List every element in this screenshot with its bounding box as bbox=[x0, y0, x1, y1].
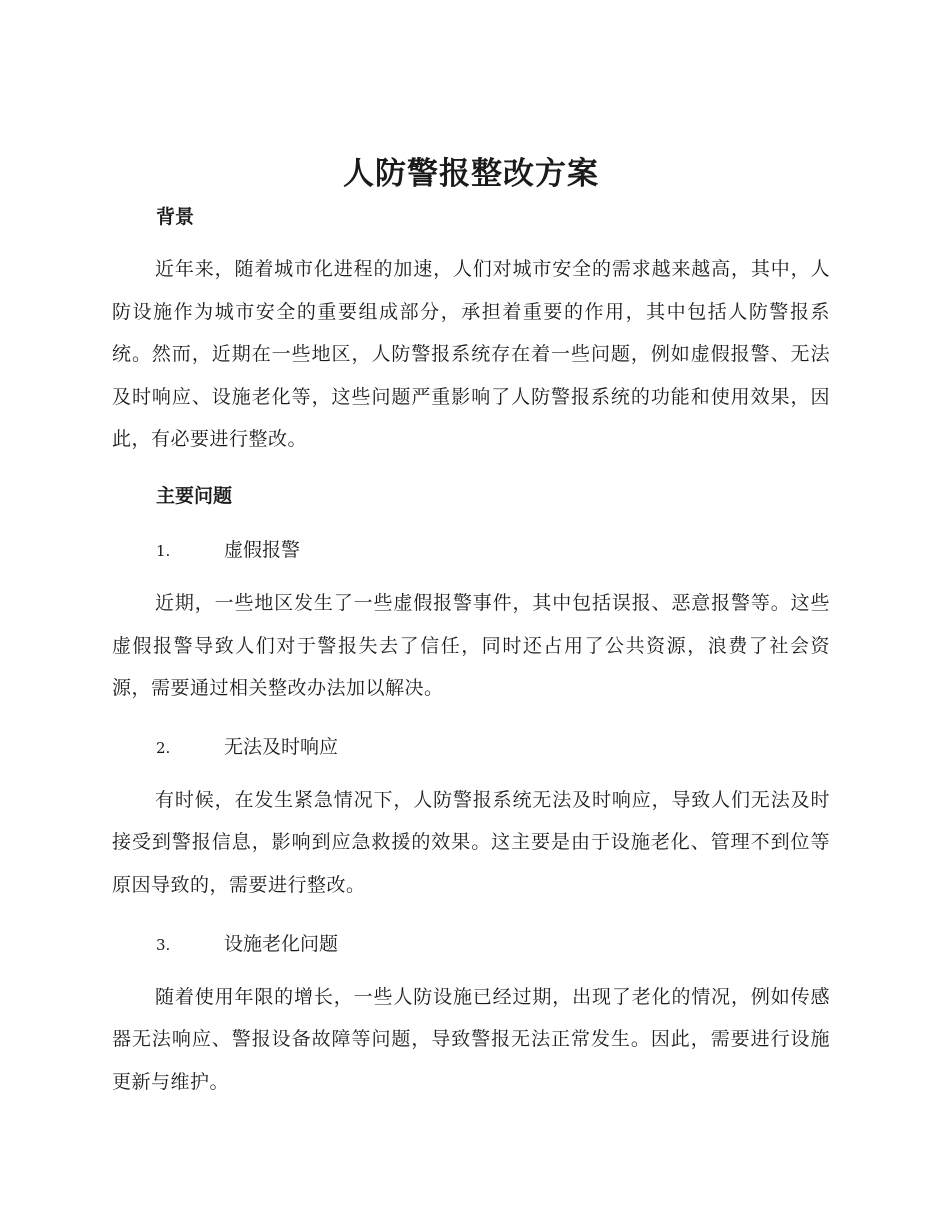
issue-label: 虚假报警 bbox=[224, 538, 301, 561]
issue-paragraph-1: 近期，一些地区发生了一些虚假报警事件，其中包括误报、恶意报警等。这些虚假报警导致人们对于警报失去了信任，同时还占用了公共资源，浪费了社会资源，需要通过相关整改办法加以解决。 bbox=[112, 591, 830, 700]
issue-item-2 bbox=[112, 732, 830, 763]
issue-label: 无法及时响应 bbox=[224, 735, 339, 758]
issue-paragraph-3: 随着使用年限的增长，一些人防设施已经过期，出现了老化的情况，例如传感器无法响应、警报设备故障等问题，导致警报无法正常发生。因此，需要进行设施更新与维护。 bbox=[112, 985, 830, 1093]
issue-item-3 bbox=[112, 929, 830, 960]
issue-label: 设施老化问题 bbox=[224, 932, 339, 955]
issue-number: 3. bbox=[156, 935, 171, 954]
issue-paragraph-2: 有时候，在发生紧急情况下，人防警报系统无法及时响应，导致人们无法及时接受到警报信息，影响到应急救援的效果。这主要是由于设施老化、管理不到位等原因导致的，需要进行整改。 bbox=[112, 788, 830, 896]
issue-number: 1. bbox=[156, 541, 171, 560]
section-heading-issues: 主要问题 bbox=[156, 484, 233, 507]
issue-number: 2. bbox=[156, 738, 171, 757]
issue-item-1 bbox=[112, 535, 830, 566]
document-page bbox=[112, 148, 830, 1103]
background-paragraph: 近年来，随着城市化进程的加速，人们对城市安全的需求越来越高，其中，人防设施作为城市安全的重要组成部分，承担着重要的作用，其中包括人防警报系统。然而，近期在一些地区，人防警报系统存在着一些问题，例如虚假报警、无法及时响应、设施老化等，这些问题严重影响了人防警报系统的功能和使用效果，因此，有必要进行整改。 bbox=[112, 258, 830, 451]
section-heading-background: 背景 bbox=[156, 206, 195, 228]
document-title: 人防警报整改方案 bbox=[343, 156, 599, 192]
